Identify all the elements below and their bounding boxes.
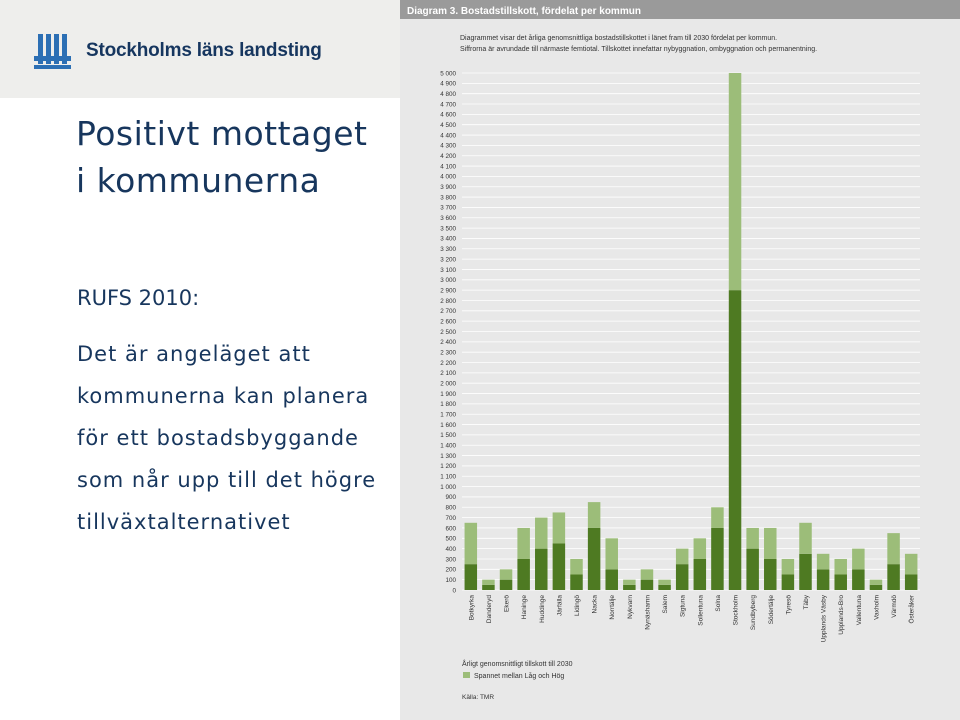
y-tick-label: 200 (445, 566, 456, 574)
y-tick-label: 4 800 (440, 90, 456, 98)
bar-sollentuna-spann (694, 538, 707, 559)
bar-haninge-tillskott (517, 559, 529, 590)
legend-label-series-1: Årligt genomsnittligt tillskott till 2030 (462, 661, 573, 668)
x-tick-label: Nacka (591, 595, 599, 614)
y-tick-label: 700 (445, 514, 456, 522)
chart-description-line-2: Siffrorna är avrundade till närmaste femtiotal. Tillskottet innefattar nybyggnation, ombyggnation och permanentning. (460, 46, 818, 53)
bar-solna-spann (711, 507, 724, 528)
x-tick-label: Solna (714, 595, 722, 612)
y-tick-label: 3 700 (440, 204, 456, 212)
bar-sigtuna-tillskott (676, 564, 689, 590)
bar-tyresö-spann (782, 559, 795, 575)
y-tick-label: 1 900 (440, 390, 456, 398)
y-tick-label: 400 (445, 545, 456, 553)
y-tick-label: 4 600 (440, 111, 456, 119)
bar-chart (400, 0, 960, 720)
x-tick-label: Haninge (521, 595, 529, 620)
bar-tyresö-tillskott (782, 574, 795, 590)
x-tick-label: Täby (803, 595, 810, 610)
bar-sundbyberg-tillskott (746, 549, 759, 590)
y-tick-label: 1 200 (440, 463, 456, 471)
logo-band (0, 0, 400, 98)
chart-title: Diagram 3. Bostadstillskott, fördelat per kommun (407, 6, 641, 17)
slide-subtitle: RUFS 2010: (77, 286, 200, 310)
bar-österåker-spann (905, 554, 918, 575)
x-tick-label: Upplands-Bro (838, 595, 846, 635)
bar-ekerö-tillskott (500, 580, 513, 590)
chart-legend (462, 659, 573, 680)
y-tick-label: 2 600 (440, 318, 456, 326)
bar-vaxholm-spann (870, 580, 883, 585)
y-tick-label: 3 000 (440, 277, 456, 285)
y-tick-label: 4 400 (440, 132, 456, 140)
bar-stockholm-tillskott (729, 290, 742, 590)
bar-salem-spann (658, 580, 671, 585)
x-tick-label: Värmdö (891, 595, 899, 618)
bar-nynäshamn-tillskott (641, 580, 654, 590)
bar-norrtälje-spann (605, 538, 618, 569)
y-tick-label: 2 200 (440, 359, 456, 367)
bar-upplands-bro-tillskott (834, 574, 847, 590)
x-tick-label: Salem (662, 595, 670, 614)
y-tick-label: 1 100 (440, 473, 456, 481)
bar-nynäshamn-spann (641, 569, 654, 579)
y-tick-label: 600 (445, 525, 456, 533)
y-tick-label: 300 (445, 556, 456, 564)
y-tick-label: 2 700 (440, 308, 456, 316)
chart-panel (400, 0, 960, 720)
x-tick-label: Järfälla (556, 595, 564, 616)
y-tick-label: 0 (452, 587, 456, 595)
y-tick-label: 1 500 (440, 432, 456, 440)
bar-sigtuna-spann (676, 549, 689, 565)
y-tick-label: 2 800 (440, 297, 456, 305)
y-tick-label: 2 400 (440, 339, 456, 347)
y-tick-label: 5 000 (440, 70, 456, 78)
bar-täby-tillskott (799, 554, 812, 590)
chart-source: Källa: TMR (462, 694, 495, 701)
y-tick-label: 3 200 (440, 256, 456, 264)
y-tick-label: 4 100 (440, 163, 456, 171)
x-tick-label: Vaxholm (873, 595, 881, 620)
y-tick-label: 500 (445, 535, 456, 543)
slide-body: Det är angeläget att kommunerna kan planera för ett bostadsbyggande som når upp till det högre tillväxtalternativet (77, 342, 377, 534)
bar-danderyd-spann (482, 580, 495, 585)
y-tick-label: 1 400 (440, 442, 456, 450)
bar-sundbyberg-spann (746, 528, 759, 549)
y-tick-label: 3 900 (440, 184, 456, 192)
bar-vallentuna-spann (852, 549, 865, 570)
y-tick-label: 3 600 (440, 215, 456, 223)
x-tick-label: Vallentuna (855, 595, 863, 626)
bar-solna-tillskott (711, 528, 724, 590)
y-tick-label: 1 700 (440, 411, 456, 419)
x-tick-label: Österåker (908, 595, 916, 624)
x-tick-label: Tyresö (785, 595, 793, 615)
legend-swatch-span (463, 672, 470, 678)
bar-huddinge-tillskott (535, 549, 548, 590)
x-tick-label: Sundbyberg (750, 595, 758, 631)
y-tick-label: 4 500 (440, 122, 456, 129)
chart-description-line-1: Diagrammet visar det årliga genomsnittliga bostadstillskottet i länet fram till 2030 fördelat per kommun. (460, 35, 778, 42)
bar-stockholm-spann (729, 73, 742, 290)
y-tick-label: 3 400 (440, 235, 456, 243)
y-tick-label: 4 700 (440, 101, 456, 109)
x-tick-label: Botkyrka (468, 595, 476, 621)
y-tick-label: 2 500 (440, 328, 456, 336)
sll-crown-logo-icon (34, 32, 80, 70)
bar-järfälla-tillskott (553, 543, 566, 590)
bar-värmdö-spann (887, 533, 900, 564)
bar-nacka-spann (588, 502, 601, 528)
bar-botkyrka-tillskott (465, 564, 478, 590)
x-tick-label: Ekerö (503, 595, 511, 612)
y-tick-label: 1 000 (440, 483, 456, 491)
y-axis-tick-labels (440, 70, 456, 594)
bar-salem-tillskott (658, 585, 671, 590)
bar-vallentuna-tillskott (852, 569, 865, 590)
bar-täby-spann (799, 523, 812, 554)
bar-nykvarn-spann (623, 580, 636, 585)
chart-grid (462, 73, 920, 590)
brand-logo (34, 32, 322, 70)
y-tick-label: 3 800 (440, 194, 456, 202)
bar-sollentuna-tillskott (694, 559, 707, 590)
x-tick-label: Upplands Väsby (820, 595, 828, 643)
x-tick-label: Södertälje (767, 595, 775, 625)
y-tick-label: 1 800 (440, 401, 456, 409)
y-tick-label: 2 300 (440, 349, 456, 357)
bar-huddinge-spann (535, 518, 548, 549)
bar-haninge-spann (517, 528, 529, 559)
brand-name: Stockholms läns landsting (86, 40, 322, 61)
bar-värmdö-tillskott (887, 564, 900, 590)
bar-vaxholm-tillskott (870, 585, 883, 590)
y-tick-label: 2 100 (440, 370, 456, 378)
legend-label-series-2: Spannet mellan Låg och Hög (474, 673, 565, 680)
x-tick-label: Lidingö (574, 595, 581, 616)
x-tick-label: Sigtuna (679, 595, 687, 618)
bar-lidingö-tillskott (570, 574, 583, 590)
y-tick-label: 900 (445, 494, 456, 502)
bar-österåker-tillskott (905, 574, 918, 590)
y-tick-label: 3 500 (440, 225, 456, 233)
x-tick-label: Nynäshamn (644, 595, 652, 630)
bar-botkyrka-spann (465, 523, 478, 564)
y-tick-label: 4 000 (440, 173, 456, 181)
x-tick-label: Nykvarn (626, 595, 634, 619)
y-tick-label: 1 600 (440, 421, 456, 429)
y-tick-label: 4 200 (440, 153, 456, 161)
y-tick-label: 2 900 (440, 287, 456, 295)
bar-norrtälje-tillskott (605, 569, 618, 590)
bar-upplands väsby-tillskott (817, 569, 830, 590)
bar-danderyd-tillskott (482, 585, 495, 590)
bar-järfälla-spann (553, 512, 566, 543)
bar-ekerö-spann (500, 569, 513, 579)
bar-upplands väsby-spann (817, 554, 830, 570)
x-tick-label: Norrtälje (609, 595, 617, 620)
x-axis-tick-labels (468, 594, 915, 642)
bar-södertälje-tillskott (764, 559, 777, 590)
bar-södertälje-spann (764, 528, 777, 559)
x-tick-label: Danderyd (485, 595, 493, 624)
bar-lidingö-spann (570, 559, 583, 575)
bar-upplands-bro-spann (834, 559, 847, 575)
y-tick-label: 3 300 (440, 246, 456, 254)
x-tick-label: Huddinge (538, 595, 546, 623)
x-tick-label: Stockholm (732, 595, 740, 626)
y-tick-label: 4 900 (440, 80, 456, 88)
y-tick-label: 3 100 (440, 266, 456, 274)
bar-nacka-tillskott (588, 528, 601, 590)
y-tick-label: 100 (445, 576, 456, 584)
y-tick-label: 2 000 (440, 380, 456, 388)
x-tick-label: Sollentuna (697, 595, 705, 626)
y-tick-label: 4 300 (440, 142, 456, 150)
slide-title: Positivt mottaget i kommunerna (76, 114, 368, 200)
bar-nykvarn-tillskott (623, 585, 636, 590)
y-tick-label: 800 (445, 504, 456, 512)
y-tick-label: 1 300 (440, 452, 456, 460)
